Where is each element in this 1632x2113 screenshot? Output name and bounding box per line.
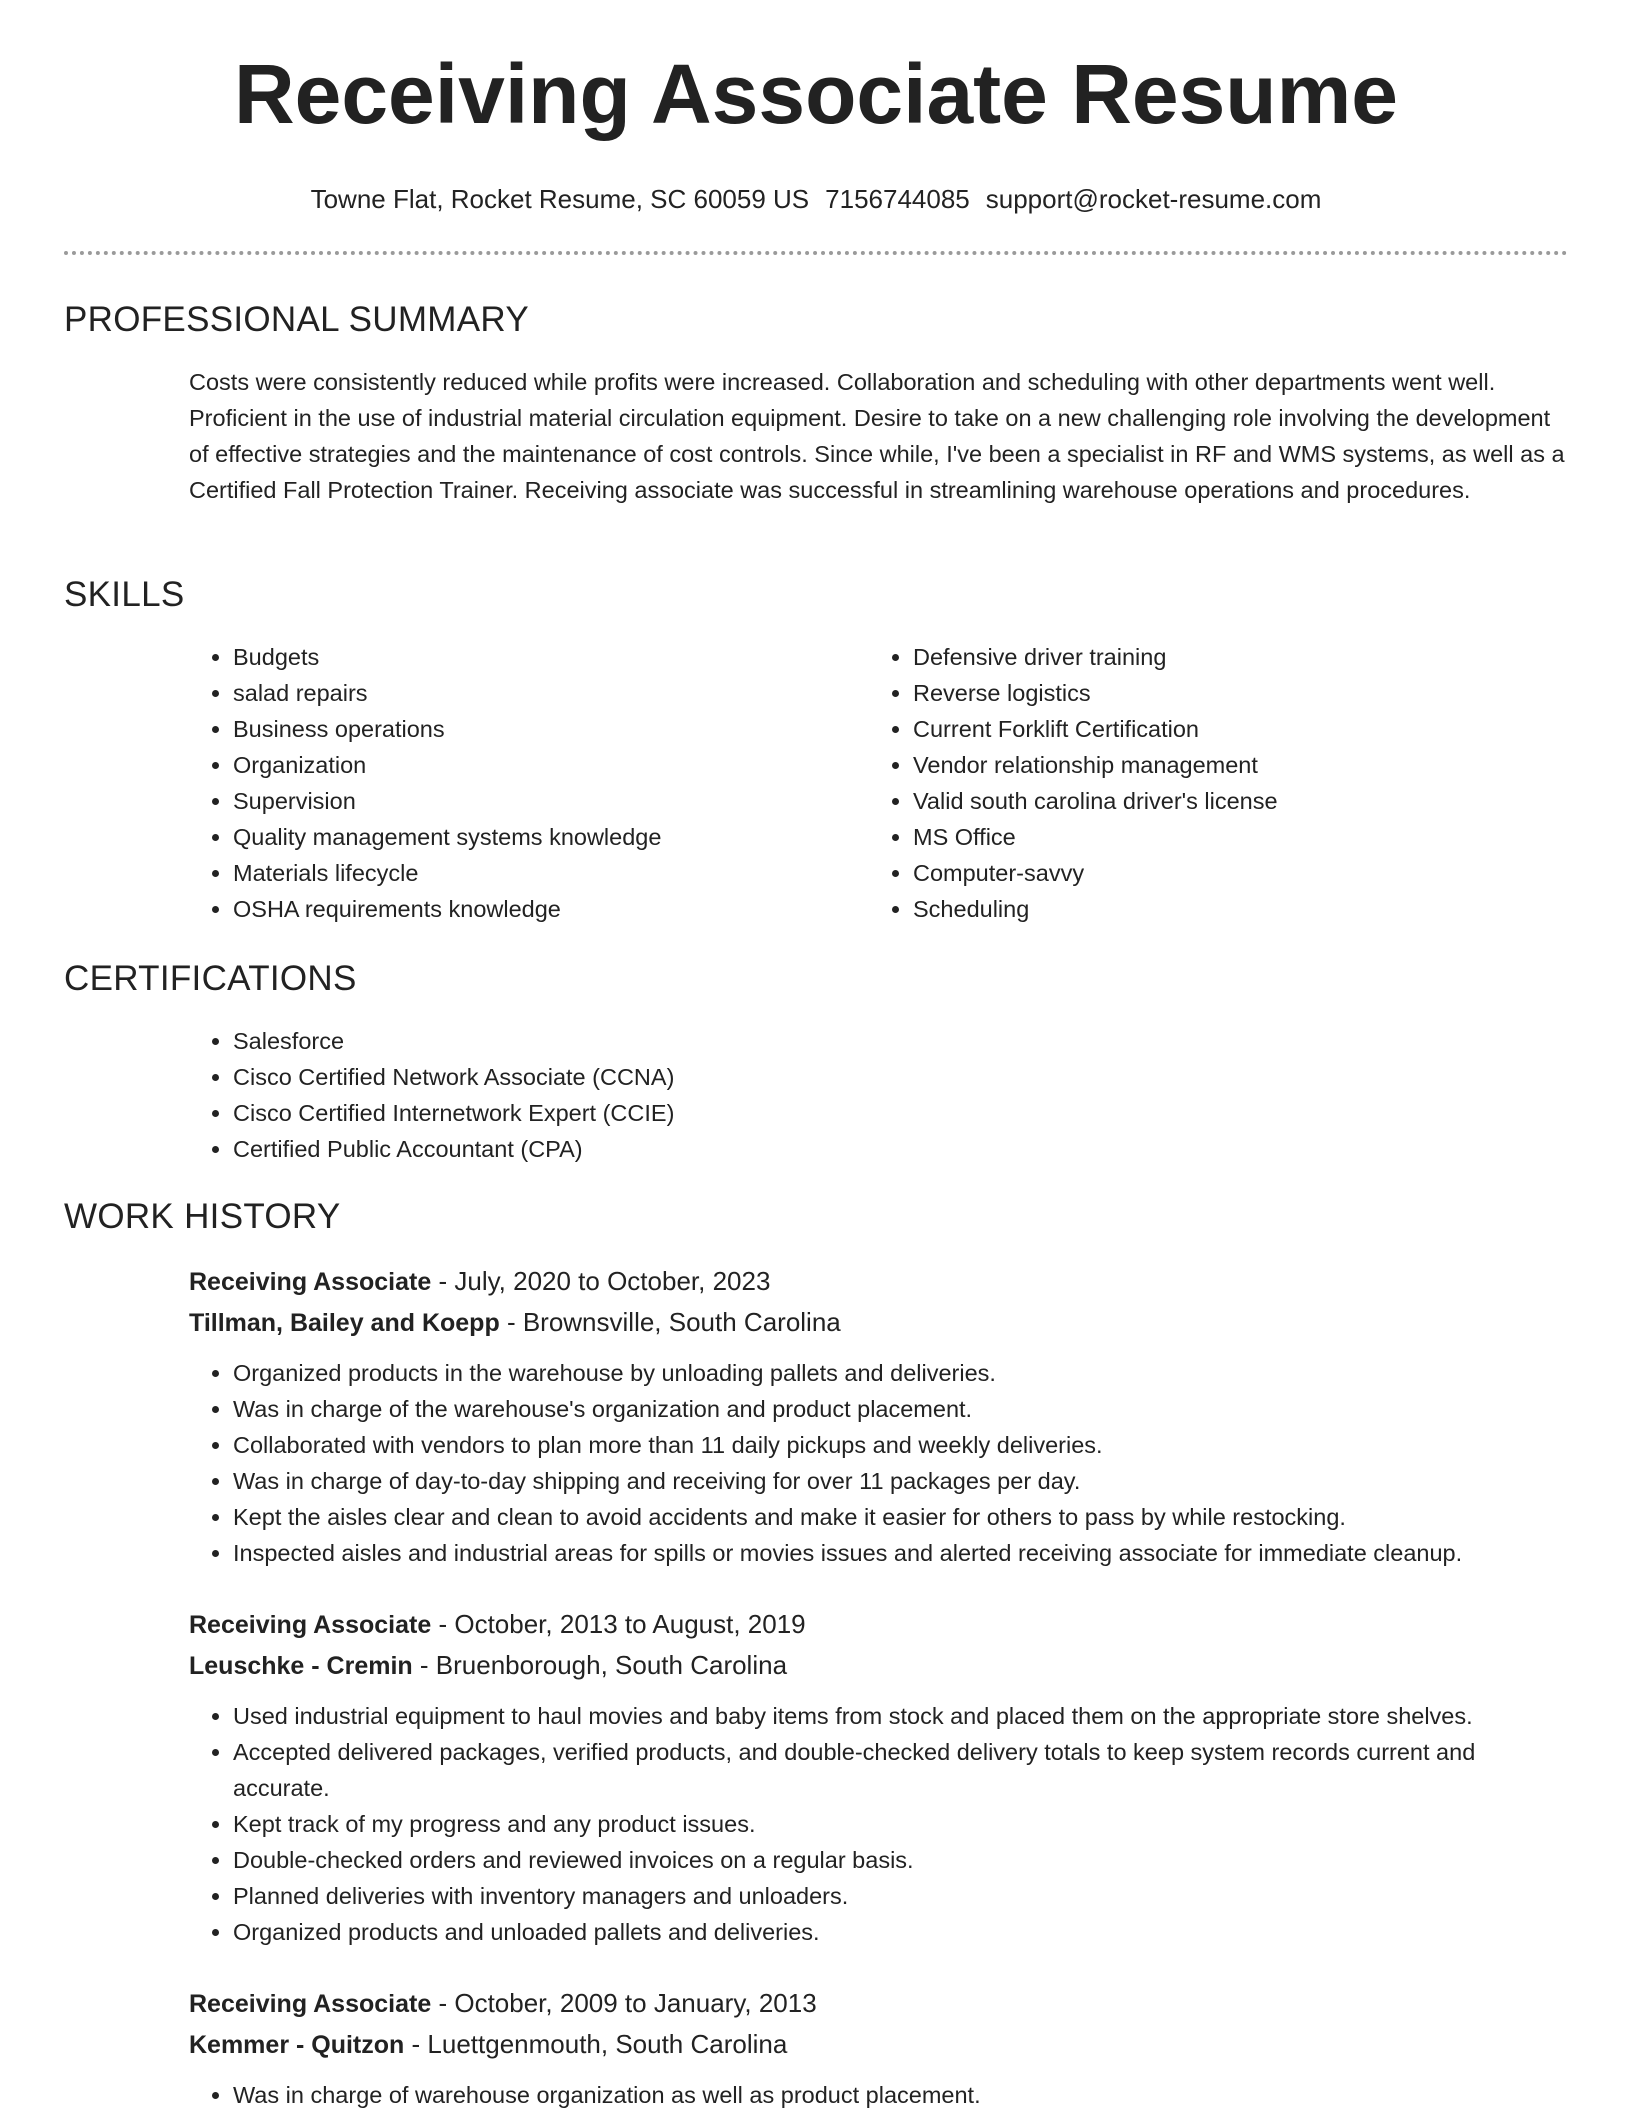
job-dates: - October, 2013 to August, 2019 bbox=[431, 1609, 806, 1639]
job-bullet: • Planned deliveries with inventory managers and unloaders. bbox=[233, 1878, 1569, 1914]
skill-item: • Defensive driver training bbox=[913, 639, 1569, 675]
job-location: - Bruenborough, South Carolina bbox=[412, 1650, 788, 1680]
job-company: Tillman, Bailey and Koepp bbox=[189, 1309, 500, 1337]
job-bullet: • Used industrial equipment to haul movies and baby items from stock and placed them on the appropriate store shelves. bbox=[233, 1698, 1569, 1734]
job-bullet: • Kept track of my progress and any product issues. bbox=[233, 1806, 1569, 1842]
skills-heading: SKILLS bbox=[64, 575, 185, 614]
job-title-line bbox=[189, 1604, 1569, 1645]
skill-item: • salad repairs bbox=[233, 675, 809, 711]
job-role: Receiving Associate bbox=[189, 1268, 432, 1296]
skill-item: • Supervision bbox=[233, 783, 809, 819]
contact-email: support@rocket-resume.com bbox=[985, 184, 1322, 214]
contact-phone: 7156744085 bbox=[825, 184, 970, 214]
skill-item: • Vendor relationship management bbox=[913, 747, 1569, 783]
contact-line bbox=[0, 184, 1632, 214]
summary-heading: PROFESSIONAL SUMMARY bbox=[64, 300, 529, 339]
job-dates: - October, 2009 to January, 2013 bbox=[431, 1988, 817, 2018]
skill-item: • Reverse logistics bbox=[913, 675, 1569, 711]
summary-text: Costs were consistently reduced while profits were increased. Collaboration and scheduling with other departments went well. Proficient in the use of industrial material circulation equipment. Desire to take on a new challenging role involving the development of effective strategies and the maintenance of cost controls. Since while, I've been a specialist in RF and WMS systems, as well as a Certified Fall Protection Trainer. Receiving associate was successful in streamlining warehouse operations and procedures. bbox=[189, 369, 1565, 503]
job-bullet: • Kept the aisles clear and clean to avoid accidents and make it easier for others to pass by while restocking. bbox=[233, 1499, 1569, 1535]
job-bullet: • Was in charge of warehouse organization as well as product placement. bbox=[233, 2077, 1569, 2113]
job-company-line bbox=[189, 2024, 1569, 2065]
job-bullet: • Inspected aisles and industrial areas for spills or movies issues and alerted receiving associate for immediate cleanup. bbox=[233, 1535, 1569, 1571]
contact-address: Towne Flat, Rocket Resume, SC 60059 US bbox=[310, 184, 810, 214]
job-entry bbox=[189, 1604, 1569, 1950]
job-company: Leuschke - Cremin bbox=[189, 1652, 413, 1680]
skill-item: • MS Office bbox=[913, 819, 1569, 855]
work-history-heading: WORK HISTORY bbox=[64, 1197, 341, 1236]
job-bullet: • Was in charge of the warehouse's organization and product placement. bbox=[233, 1391, 1569, 1427]
job-location: - Luettgenmouth, South Carolina bbox=[404, 2029, 788, 2059]
job-title-line bbox=[189, 1261, 1569, 1302]
skill-item: • Organization bbox=[233, 747, 809, 783]
skill-item: • Current Forklift Certification bbox=[913, 711, 1569, 747]
job-title-line bbox=[189, 1983, 1569, 2024]
job-bullet: • Collaborated with vendors to plan more than 11 daily pickups and weekly deliveries. bbox=[233, 1427, 1569, 1463]
certification-item: • Salesforce bbox=[233, 1023, 674, 1059]
certifications-heading: CERTIFICATIONS bbox=[64, 959, 357, 998]
certification-item: • Cisco Certified Network Associate (CCNA) bbox=[233, 1059, 674, 1095]
job-company: Kemmer - Quitzon bbox=[189, 2031, 405, 2059]
skill-item: • Valid south carolina driver's license bbox=[913, 783, 1569, 819]
job-bullet: • Organized products in the warehouse by unloading pallets and deliveries. bbox=[233, 1355, 1569, 1391]
job-role: Receiving Associate bbox=[189, 1611, 432, 1639]
certification-item: • Cisco Certified Internetwork Expert (CCIE) bbox=[233, 1095, 674, 1131]
skill-item: • Quality management systems knowledge bbox=[233, 819, 809, 855]
job-bullet: • Was in charge of day-to-day shipping and receiving for over 11 packages per day. bbox=[233, 1463, 1569, 1499]
skill-item: • Business operations bbox=[233, 711, 809, 747]
job-bullet: • Accepted delivered packages, verified products, and double-checked delivery totals to keep system records current and accurate. bbox=[233, 1734, 1569, 1806]
skills-left-column bbox=[189, 639, 809, 927]
job-company-line bbox=[189, 1302, 1569, 1343]
job-bullet: • Organized products and unloaded pallets and deliveries. bbox=[233, 1914, 1569, 1950]
job-company-line bbox=[189, 1645, 1569, 1686]
skill-item: • Computer-savvy bbox=[913, 855, 1569, 891]
skill-item: • Budgets bbox=[233, 639, 809, 675]
certifications-list bbox=[189, 1023, 674, 1167]
job-bullet: • Double-checked orders and reviewed invoices on a regular basis. bbox=[233, 1842, 1569, 1878]
job-entry bbox=[189, 1261, 1569, 1571]
job-dates: - July, 2020 to October, 2023 bbox=[431, 1266, 771, 1296]
job-role: Receiving Associate bbox=[189, 1990, 432, 2018]
skill-item: • Scheduling bbox=[913, 891, 1569, 927]
certification-item: • Certified Public Accountant (CPA) bbox=[233, 1131, 674, 1167]
skill-item: • Materials lifecycle bbox=[233, 855, 809, 891]
job-location: - Brownsville, South Carolina bbox=[499, 1307, 841, 1337]
header-divider bbox=[64, 251, 1568, 255]
page-title: Receiving Associate Resume bbox=[233, 47, 1399, 141]
skills-right-column bbox=[869, 639, 1569, 927]
skill-item: • OSHA requirements knowledge bbox=[233, 891, 809, 927]
job-entry bbox=[189, 1983, 1569, 2113]
